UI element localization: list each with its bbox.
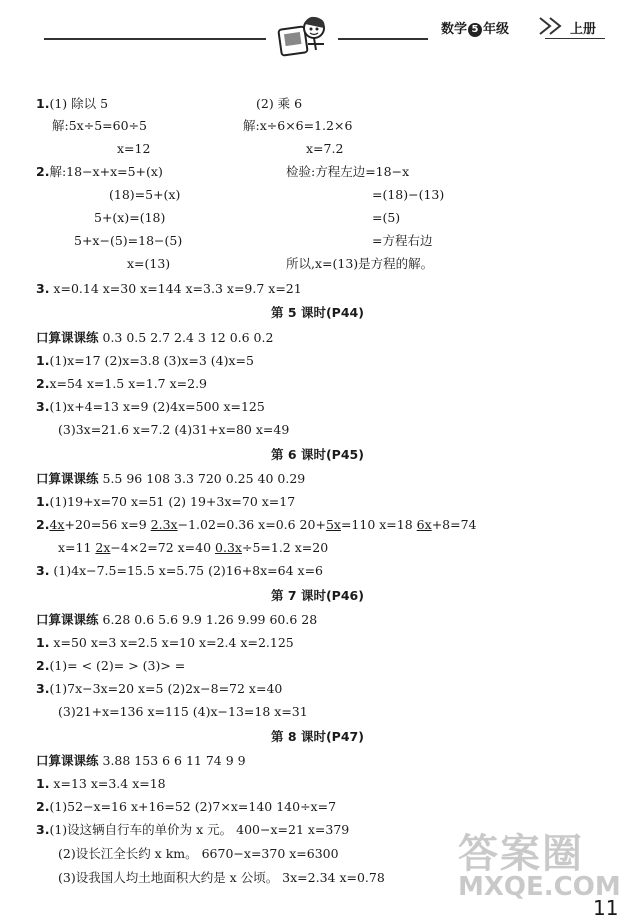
- answer-text-right: 所以,x=(13)是方程的解。: [286, 256, 434, 271]
- answer-text: 2.3x: [150, 517, 178, 532]
- header-rule-left: [44, 38, 266, 40]
- answer-text: (1) 除以 5: [49, 96, 109, 111]
- answer-text: −1.02=0.36 x=0.6 20+: [177, 517, 326, 532]
- answer-text-right: (2) 乘 6: [256, 96, 303, 111]
- header-rule-under-volume: [545, 38, 605, 39]
- answer-text: 5.5 96 108 3.3 720 0.25 40 0.29: [98, 471, 306, 486]
- answer-text-right: =方程右边: [372, 233, 433, 248]
- answer-text: =110 x=18: [340, 517, 417, 532]
- answer-text: (3)设我国人均土地面积大约是 x 公顷。 3x=2.34 x=0.78: [58, 870, 385, 885]
- item-label: 2.: [36, 376, 50, 391]
- answer-line: [36, 470, 305, 488]
- item-label: 口算课课练: [36, 330, 99, 345]
- answer-text: x=54 x=1.5 x=1.7 x=2.9: [49, 376, 208, 391]
- answer-text: (1)x+4=13 x=9 (2)4x=500 x=125: [49, 399, 265, 414]
- item-label: 3.: [36, 281, 50, 296]
- answer-line: [74, 232, 182, 250]
- answer-line: [36, 493, 295, 511]
- answer-line: [36, 634, 294, 652]
- answer-line: [36, 680, 282, 698]
- answer-line: [36, 329, 273, 347]
- answer-text: 0.3 0.5 2.7 2.4 3 12 0.6 0.2: [98, 330, 274, 345]
- answer-text: (1)19+x=70 x=51 (2) 19+3x=70 x=17: [49, 494, 296, 509]
- header-subject: 数学: [441, 22, 468, 37]
- answer-text-right: =(18)−(13): [372, 187, 445, 202]
- answer-text: (3)21+x=136 x=115 (4)x−13=18 x=31: [58, 704, 308, 719]
- item-label: 口算课课练: [36, 471, 99, 486]
- answer-text: 5+(x)=(18): [94, 210, 166, 225]
- answer-line: [36, 280, 302, 298]
- item-label: 口算课课练: [36, 753, 99, 768]
- answer-text: 解:5x÷5=60÷5: [52, 118, 147, 133]
- answer-text-right: x=7.2: [306, 141, 344, 156]
- answer-text: +20=56 x=9: [64, 517, 151, 532]
- item-label: 1.: [36, 353, 50, 368]
- answer-text: x=12: [117, 141, 151, 156]
- answer-text: 6x: [416, 517, 432, 532]
- answer-text-right: 检验:方程左边=18−x: [286, 164, 410, 179]
- item-label: 3.: [36, 681, 50, 696]
- answer-text: (1)x=17 (2)x=3.8 (3)x=3 (4)x=5: [49, 353, 254, 368]
- answer-line: [36, 821, 349, 839]
- answer-line: [58, 421, 289, 439]
- answer-text: −4×2=72 x=40: [110, 540, 216, 555]
- grade-badge: 5: [468, 23, 482, 37]
- answer-text-right: =(5): [372, 210, 401, 225]
- answer-text: 5x: [325, 517, 341, 532]
- answer-text: ÷5=1.2 x=20: [241, 540, 329, 555]
- answer-line: [36, 562, 323, 580]
- answer-text: 5+x−(5)=18−(5): [74, 233, 183, 248]
- answer-text: (1)7x−3x=20 x=5 (2)2x−8=72 x=40: [49, 681, 283, 696]
- answer-text: (18)=5+(x): [109, 187, 181, 202]
- section-heading: 第 6 课时(P45): [271, 447, 364, 462]
- answer-line: [36, 375, 207, 393]
- section-heading: 第 5 课时(P44): [271, 305, 364, 320]
- item-label: 2.: [36, 164, 50, 179]
- answer-text: 3.88 153 6 6 11 74 9 9: [98, 753, 246, 768]
- item-label: 2.: [36, 517, 50, 532]
- answer-line: [117, 140, 150, 158]
- answer-line: [127, 255, 170, 273]
- answer-line: [36, 798, 336, 816]
- answer-line: [36, 398, 265, 416]
- answer-text: (1)4x−7.5=15.5 x=5.75 (2)16+8x=64 x=6: [49, 563, 324, 578]
- answer-text: 4x: [49, 517, 65, 532]
- answer-line: [58, 845, 339, 863]
- answer-text: (2)设长江全长约 x km。 6670−x=370 x=6300: [58, 846, 339, 861]
- item-label: 口算课课练: [36, 612, 99, 627]
- answer-text: 解:18−x+x=5+(x): [49, 164, 163, 179]
- answer-text: (1)52−x=16 x+16=52 (2)7×x=140 140÷x=7: [49, 799, 337, 814]
- watermark-logo: 答案圈: [458, 831, 584, 877]
- item-label: 3.: [36, 399, 50, 414]
- answer-line: [36, 163, 163, 181]
- double-chevron-icon: [538, 16, 568, 40]
- answer-line: [58, 539, 328, 557]
- answer-text: x=(13): [127, 256, 171, 271]
- answer-text: x=13 x=3.4 x=18: [49, 776, 166, 791]
- page-number: 11: [593, 896, 619, 920]
- answer-line: [58, 869, 385, 887]
- answer-text: x=11: [58, 540, 96, 555]
- answer-line: [36, 752, 246, 770]
- answer-line: [36, 775, 166, 793]
- item-label: 3.: [36, 822, 50, 837]
- answer-text: (3)3x=21.6 x=7.2 (4)31+x=80 x=49: [58, 422, 290, 437]
- answer-line: [36, 516, 477, 534]
- answer-text-right: 解:x÷6×6=1.2×6: [243, 118, 353, 133]
- answer-text: x=50 x=3 x=2.5 x=10 x=2.4 x=2.125: [49, 635, 294, 650]
- answer-line: [36, 657, 185, 675]
- answer-line: [94, 209, 165, 227]
- answer-text: 2x: [95, 540, 111, 555]
- answer-line: [58, 703, 308, 721]
- section-heading: 第 8 课时(P47): [271, 729, 364, 744]
- item-label: 2.: [36, 799, 50, 814]
- mascot-icon: [272, 14, 332, 62]
- answer-text: (1)= < (2)= > (3)> =: [49, 658, 186, 673]
- answer-line: [36, 352, 254, 370]
- answer-text: +8=74: [431, 517, 477, 532]
- item-label: 3.: [36, 563, 50, 578]
- answer-text: 0.3x: [215, 540, 242, 555]
- header-subject-grade: [441, 18, 509, 37]
- header-volume: 上册: [570, 22, 597, 37]
- answer-line: [36, 611, 317, 629]
- item-label: 1.: [36, 776, 50, 791]
- watermark-url: MXQE.COM: [458, 872, 621, 902]
- answer-text: x=0.14 x=30 x=144 x=3.3 x=9.7 x=21: [49, 281, 302, 296]
- item-label: 1.: [36, 635, 50, 650]
- header-grade-suffix: 年级: [483, 22, 510, 37]
- answer-text: (1)设这辆自行车的单价为 x 元。 400−x=21 x=379: [49, 822, 350, 837]
- section-heading: 第 7 课时(P46): [271, 588, 364, 603]
- item-label: 1.: [36, 96, 50, 111]
- answer-line: [109, 186, 180, 204]
- answer-text: 6.28 0.6 5.6 9.9 1.26 9.99 60.6 28: [98, 612, 318, 627]
- answer-line: [36, 95, 108, 113]
- item-label: 1.: [36, 494, 50, 509]
- header-rule-right: [338, 38, 428, 40]
- answer-line: [52, 117, 147, 135]
- item-label: 2.: [36, 658, 50, 673]
